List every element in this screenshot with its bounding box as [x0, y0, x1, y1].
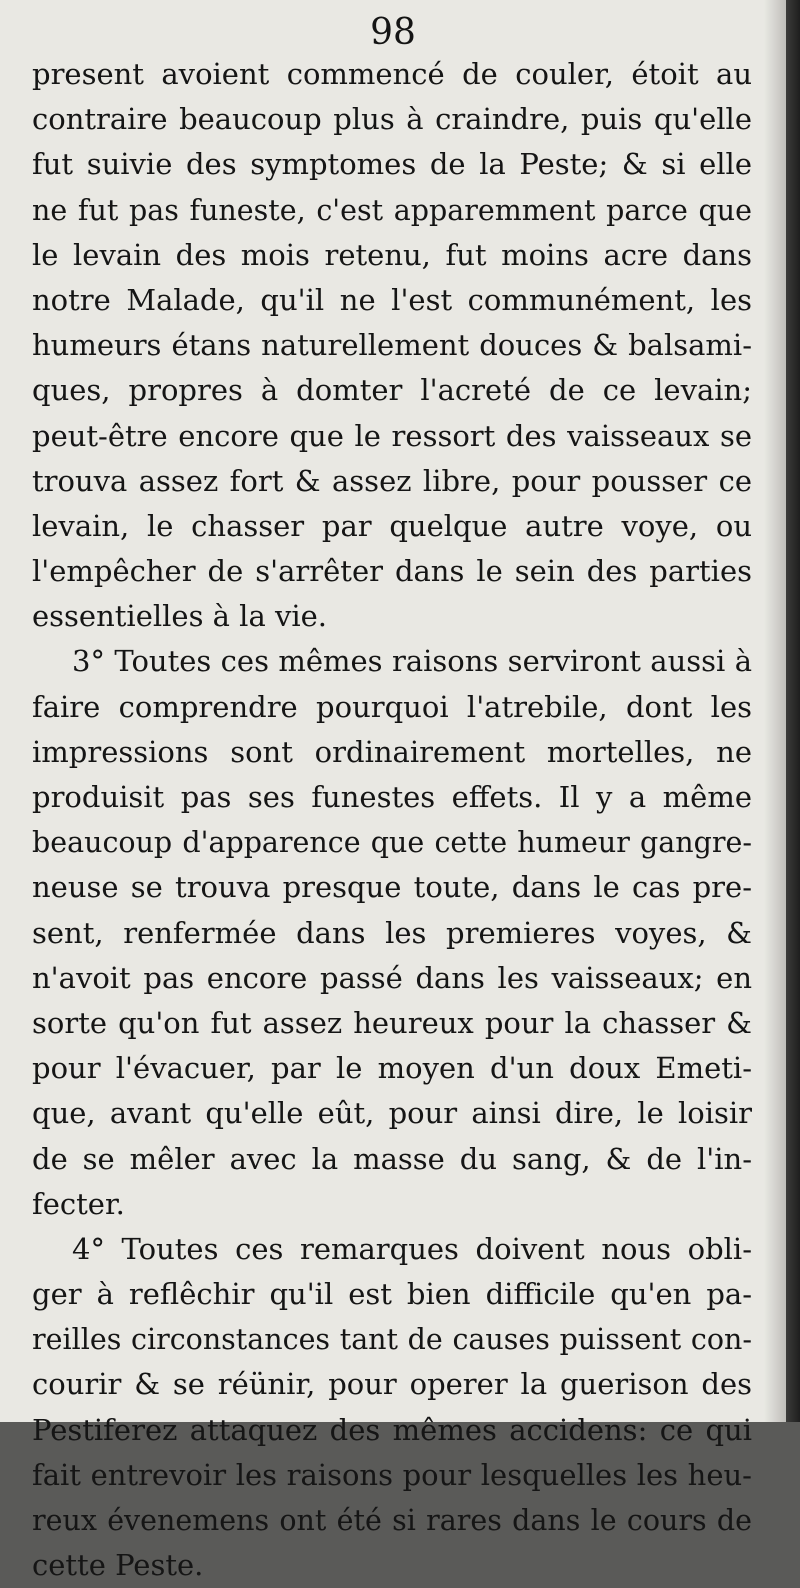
text-line: ger à reflêchir qu'il est bien difficile qu'en pa-	[32, 1277, 752, 1312]
page-number: 98	[370, 12, 416, 53]
body-text	[32, 52, 752, 1588]
text-line: courir & se réünir, pour operer la guerison des	[32, 1367, 752, 1402]
text-line: levain, le chasser par quelque autre voye, ou	[32, 508, 752, 543]
text-line: peut-être encore que le ressort des vaisseaux se	[32, 418, 752, 453]
paragraph-end-line: fecter.	[32, 1186, 125, 1221]
text-line: que, avant qu'elle eût, pour ainsi dire, le loisir	[32, 1096, 752, 1131]
text-line: sent, renfermée dans les premieres voyes, &	[32, 915, 752, 950]
text-line: neuse se trouva presque toute, dans le cas pre-	[32, 870, 752, 905]
text-line: notre Malade, qu'il ne l'est communément, les	[32, 282, 752, 317]
text-line: faire comprendre pourquoi l'atrebile, dont les	[32, 689, 752, 724]
text-line: humeurs étans naturellement douces & balsami-	[32, 328, 752, 363]
text-line: produisit pas ses funestes effets. Il y a même	[32, 780, 752, 814]
paragraph-end-line: essentielles à la vie.	[32, 599, 327, 634]
text-line: fut suivie des symptomes de la Peste; & si elle	[32, 147, 752, 182]
text-line: reilles circonstances tant de causes puissent con-	[32, 1323, 752, 1357]
text-line: n'avoit pas encore passé dans les vaisseaux; en	[32, 960, 752, 995]
text-line: ne fut pas funeste, c'est apparemment parce que	[32, 193, 752, 227]
text-line: pour l'évacuer, par le moyen d'un doux Emeti-	[32, 1051, 752, 1086]
paragraph-start-line: 3° Toutes ces mêmes raisons serviront aussi à	[72, 644, 752, 679]
text-line: trouva assez fort & assez libre, pour pousser ce	[32, 463, 752, 498]
paragraph-end-line: cette Peste.	[32, 1548, 204, 1583]
text-line: present avoient commencé de couler, étoit au	[32, 57, 752, 91]
text-line: Pestiferez attaquez des mêmes accidens: ce qui	[32, 1412, 752, 1447]
text-line: beaucoup d'apparence que cette humeur gangre-	[32, 826, 752, 860]
text-line: reux évenemens ont été si rares dans le cours de	[32, 1504, 752, 1537]
text-line: de se mêler avec la masse du sang, & de l'in-	[32, 1141, 752, 1176]
text-line: contraire beaucoup plus à craindre, puis qu'elle	[32, 102, 752, 137]
text-line: sorte qu'on fut assez heureux pour la chasser &	[32, 1005, 752, 1040]
text-line: le levain des mois retenu, fut moins acre dans	[32, 237, 752, 272]
paragraph-start-line: 4° Toutes ces remarques doivent nous obli-	[72, 1231, 752, 1266]
text-line: fait entrevoir les raisons pour lesquelles les heu-	[32, 1457, 752, 1492]
text-line: ques, propres à domter l'acreté de ce levain;	[32, 373, 752, 408]
text-line: impressions sont ordinairement mortelles, ne	[32, 734, 752, 769]
text-line: l'empêcher de s'arrêter dans le sein des parties	[32, 554, 752, 589]
page-edge	[786, 0, 800, 1422]
